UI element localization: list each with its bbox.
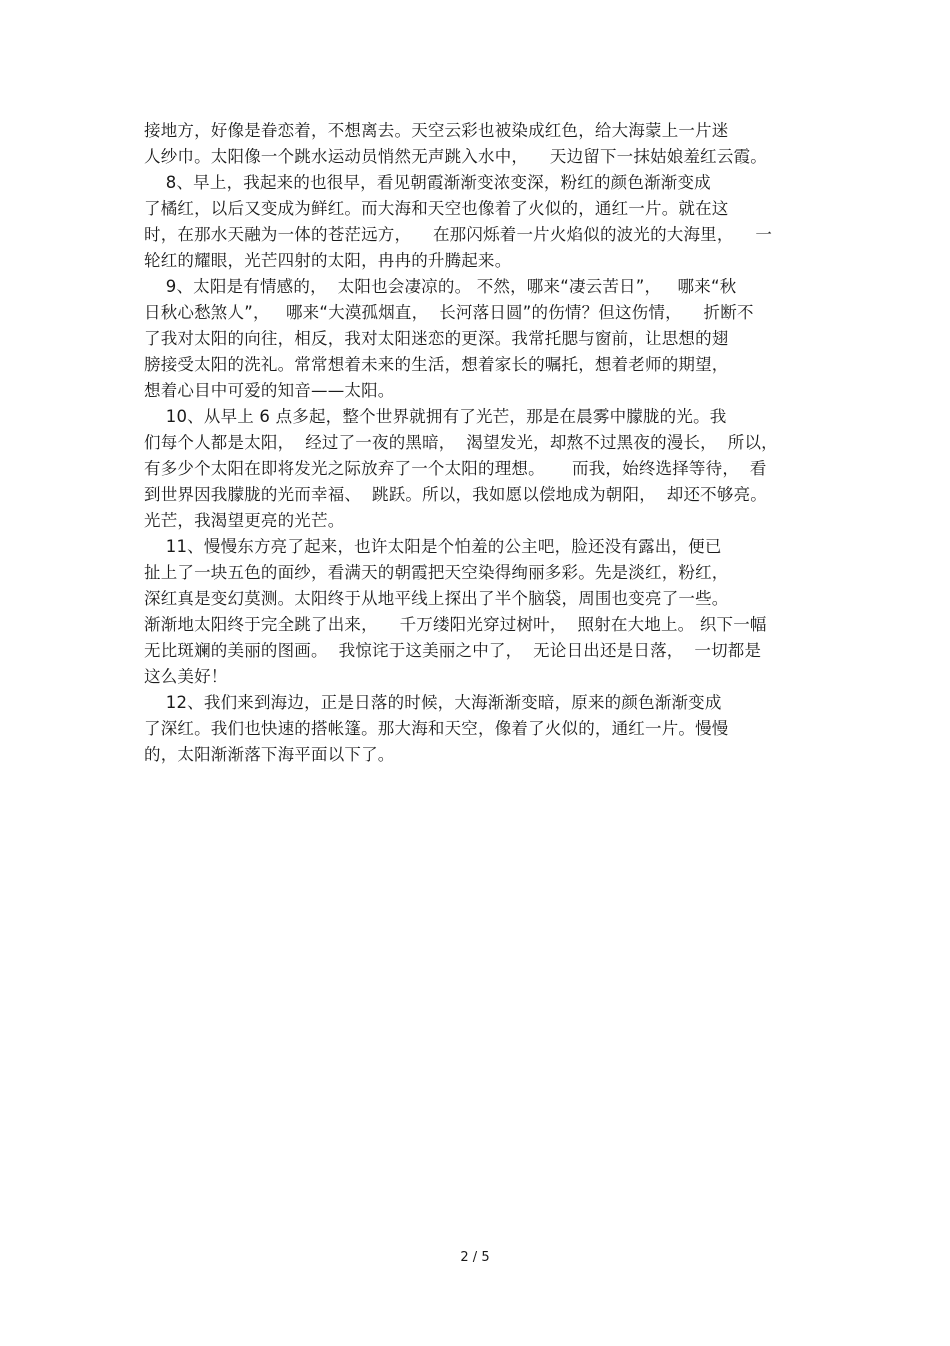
text-line: 接地方，好像是眷恋着，不想离去。天空云彩也被染成红色，给大海蒙上一片迷: [144, 121, 729, 140]
text-line: 日秋心愁煞人”， 哪来“大漠孤烟直， 长河落日圆”的伤情？但这伤情， 折断不: [144, 303, 754, 322]
page-number: 2 / 5: [460, 1250, 490, 1265]
text-line: 到世界因我朦胧的光而幸福、 跳跃。所以，我如愿以偿地成为朝阳， 却还不够亮。: [144, 485, 767, 504]
paragraph-12-start: 12、我们来到海边，正是日落的时候，大海渐渐变暗，原来的颜色渐渐变成: [144, 693, 722, 712]
text-line: 轮红的耀眼，光芒四射的太阳，冉冉的升腾起来。: [144, 251, 512, 270]
text-line: 了我对太阳的向往，相反，我对太阳迷恋的更深。我常托腮与窗前，让思想的翅: [144, 329, 729, 348]
body-text: [144, 118, 814, 768]
text-line: 了深红。我们也快速的搭帐篷。那大海和天空，像着了火似的，通红一片。慢慢: [144, 719, 729, 738]
paragraph-8-start: 8、早上，我起来的也很早，看见朝霞渐渐变浓变深，粉红的颜色渐渐变成: [144, 173, 711, 192]
text-line: 的，太阳渐渐落下海平面以下了。: [144, 745, 395, 764]
text-line: 深红真是变幻莫测。太阳终于从地平线上探出了半个脑袋，周围也变亮了一些。: [144, 589, 729, 608]
text-line: 时，在那水天融为一体的苍茫远方， 在那闪烁着一片火焰似的波光的大海里， 一: [144, 225, 773, 244]
text-line: 渐渐地太阳终于完全跳了出来， 千万缕阳光穿过树叶， 照射在大地上。 织下一幅: [144, 615, 767, 634]
text-line: 无比斑斓的美丽的图画。 我惊诧于这美丽之中了， 无论日出还是日落， 一切都是: [144, 641, 762, 660]
text-line: 这么美好！: [144, 667, 228, 686]
text-line: 们每个人都是太阳， 经过了一夜的黑暗， 渴望发光，却熬不过黑夜的漫长， 所以，: [144, 433, 778, 452]
paragraph-9-start: 9、太阳是有情感的， 太阳也会凄凉的。 不然，哪来“凄云苦日”， 哪来“秋: [144, 277, 737, 296]
text-line: 人纱巾。太阳像一个跳水运动员悄然无声跳入水中， 天边留下一抹姑娘羞红云霞。: [144, 147, 767, 166]
text-line: 有多少个太阳在即将发光之际放弃了一个太阳的理想。 而我，始终选择等待， 看: [144, 459, 767, 478]
text-line: 扯上了一块五色的面纱，看满天的朝霞把天空染得绚丽多彩。先是淡红，粉红，: [144, 563, 729, 582]
text-line: 了橘红，以后又变成为鲜红。而大海和天空也像着了火似的，通红一片。就在这: [144, 199, 729, 218]
text-line: 光芒，我渴望更亮的光芒。: [144, 511, 345, 530]
text-line: 想着心目中可爱的知音——太阳。: [144, 381, 395, 400]
paragraph-11-start: 11、慢慢东方亮了起来，也许太阳是个怕羞的公主吧，脸还没有露出，便已: [144, 537, 722, 556]
paragraph-10-start: 10、从早上 6 点多起，整个世界就拥有了光芒，那是在晨雾中朦胧的光。我: [144, 407, 727, 426]
text-line: 膀接受太阳的洗礼。常常想着未来的生活，想着家长的嘱托，想着老师的期望，: [144, 355, 729, 374]
